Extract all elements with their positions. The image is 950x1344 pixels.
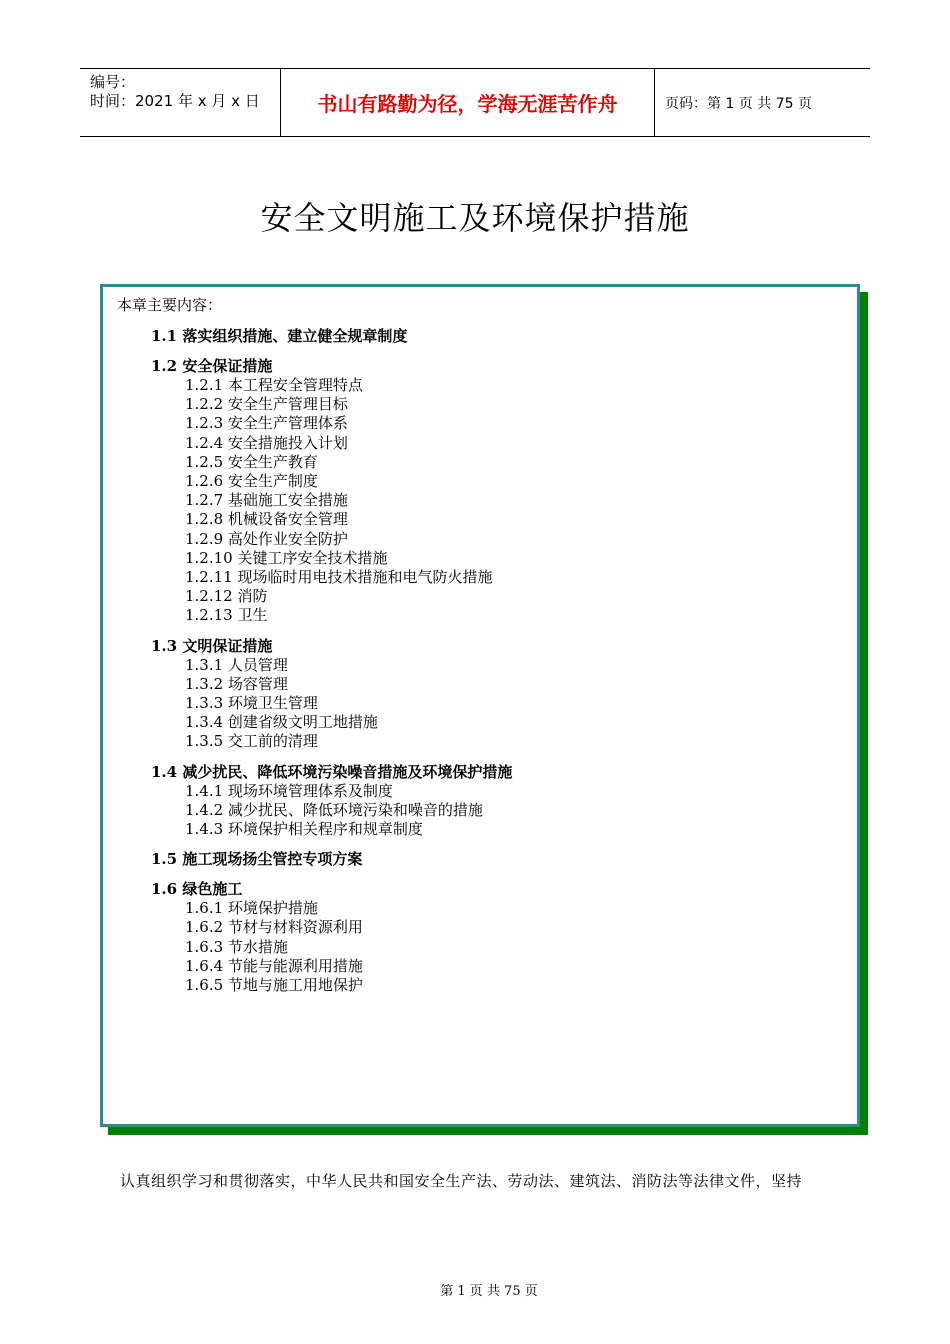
section-item: 1.3.5 交工前的清理 — [185, 732, 318, 751]
contents-section — [117, 762, 857, 840]
section-item: 1.4.2 减少扰民、降低环境污染和噪音的措施 — [185, 800, 483, 819]
section-title: 1.2 安全保证措施 — [151, 357, 273, 375]
section-item: 1.6.4 节能与能源利用措施 — [185, 956, 363, 975]
contents-section — [117, 849, 857, 869]
date-label: 时间：2021 年 x 月 x 日 — [90, 92, 260, 110]
section-item: 1.3.4 创建省级文明工地措施 — [185, 713, 378, 732]
section-title: 1.3 文明保证措施 — [151, 636, 273, 655]
section-item: 1.2.2 安全生产管理目标 — [185, 395, 348, 414]
section-item: 1.2.10 关键工序安全技术措施 — [185, 548, 388, 567]
page-footer: 第 1 页 共 75 页 — [440, 1284, 538, 1299]
section-item: 1.6.2 节材与材料资源利用 — [185, 918, 363, 937]
section-item: 1.2.9 高处作业安全防护 — [185, 529, 348, 548]
section-title: 1.6 绿色施工 — [151, 880, 243, 899]
serial-label: 编号： — [90, 73, 136, 91]
section-item: 1.2.6 安全生产制度 — [185, 472, 318, 491]
header-page-info: 页码：第 1 页 共 75 页 — [665, 95, 812, 112]
section-item: 1.3.3 环境卫生管理 — [185, 694, 318, 713]
contents-section — [117, 636, 857, 752]
header-meta — [80, 69, 280, 136]
header-motto: 书山有路勤为径，学海无涯苦作舟 — [280, 69, 655, 136]
section-item: 1.4.3 环境保护相关程序和规章制度 — [185, 820, 423, 839]
section-item: 1.2.4 安全措施投入计划 — [185, 433, 348, 452]
contents-section — [117, 356, 857, 626]
section-item: 1.3.1 人员管理 — [185, 655, 288, 674]
page-header — [80, 68, 870, 137]
contents-heading: 本章主要内容： — [117, 296, 223, 314]
section-item: 1.2.8 机械设备安全管理 — [185, 510, 348, 529]
document-title: 安全文明施工及环境保护措施 — [260, 199, 690, 237]
section-item: 1.6.1 环境保护措施 — [185, 899, 318, 918]
contents-section — [117, 879, 857, 995]
section-item: 1.4.1 现场环境管理体系及制度 — [185, 781, 393, 800]
contents-sections — [117, 326, 857, 995]
section-item: 1.2.1 本工程安全管理特点 — [185, 376, 363, 394]
section-item: 1.6.5 节地与施工用地保护 — [185, 976, 363, 995]
contents-section — [117, 326, 857, 346]
section-item: 1.6.3 节水措施 — [185, 937, 288, 956]
contents-box — [100, 284, 860, 1127]
section-item: 1.2.12 消防 — [185, 587, 268, 606]
body-paragraph: 认真组织学习和贯彻落实，中华人民共和国安全生产法、劳动法、建筑法、消防法等法律文件，坚持 — [120, 1172, 803, 1190]
section-item: 1.2.3 安全生产管理体系 — [185, 414, 348, 433]
section-item: 1.2.11 现场临时用电技术措施和电气防火措施 — [185, 568, 493, 587]
section-title: 1.5 施工现场扬尘管控专项方案 — [151, 850, 363, 869]
section-item: 1.2.7 基础施工安全措施 — [185, 491, 348, 510]
section-item: 1.3.2 场容管理 — [185, 674, 288, 693]
section-item: 1.2.5 安全生产教育 — [185, 452, 318, 471]
section-title: 1.4 减少扰民、降低环境污染噪音措施及环境保护措施 — [151, 762, 513, 781]
section-title: 1.1 落实组织措施、建立健全规章制度 — [151, 327, 408, 345]
section-item: 1.2.13 卫生 — [185, 606, 268, 625]
